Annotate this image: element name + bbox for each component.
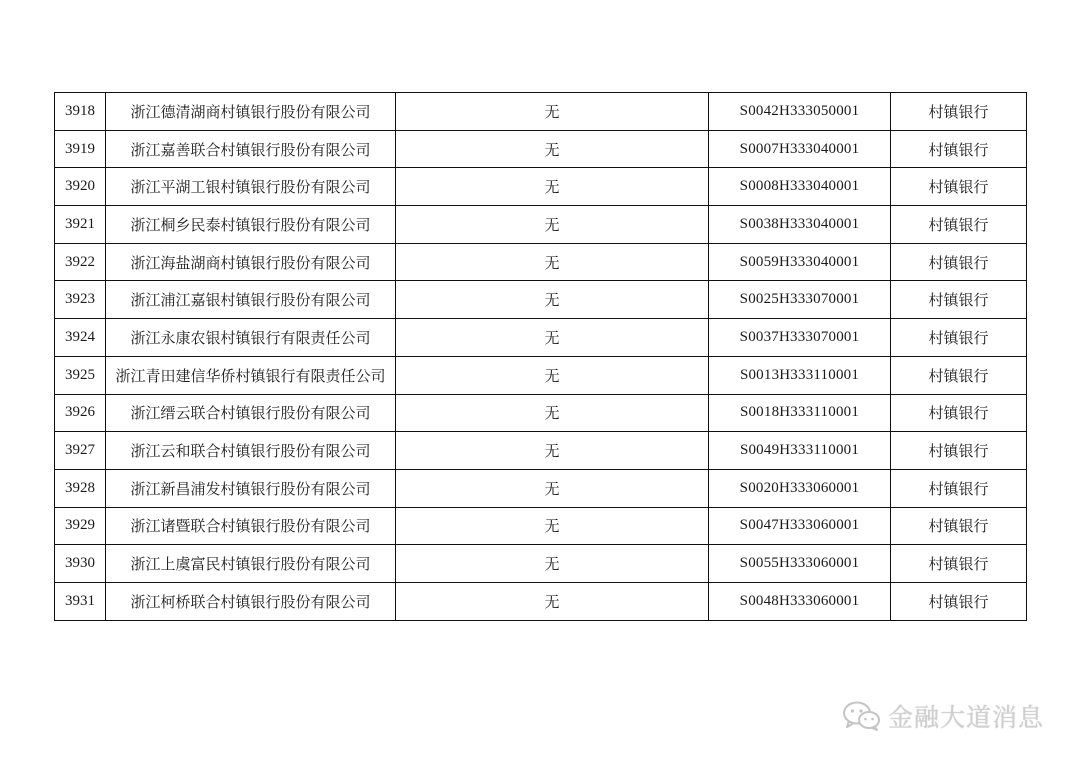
row-number-cell: 3927	[55, 432, 106, 470]
bank-name-cell: 浙江诸暨联合村镇银行股份有限公司	[106, 507, 396, 545]
row-number-cell: 3918	[55, 93, 106, 131]
bank-name-cell: 浙江柯桥联合村镇银行股份有限公司	[106, 582, 396, 620]
bank-table	[54, 92, 1027, 621]
alt-name-cell: 无	[396, 168, 709, 206]
table-row	[55, 93, 1027, 131]
license-code-cell: S0008H333040001	[709, 168, 891, 206]
alt-name-cell: 无	[396, 394, 709, 432]
table-row	[55, 168, 1027, 206]
license-code-cell: S0048H333060001	[709, 582, 891, 620]
table-row	[55, 356, 1027, 394]
institution-type-cell: 村镇银行	[891, 168, 1027, 206]
table-row	[55, 130, 1027, 168]
bank-name-cell: 浙江德清湖商村镇银行股份有限公司	[106, 93, 396, 131]
watermark	[842, 698, 1044, 734]
alt-name-cell: 无	[396, 469, 709, 507]
institution-type-cell: 村镇银行	[891, 319, 1027, 357]
row-number-cell: 3925	[55, 356, 106, 394]
license-code-cell: S0055H333060001	[709, 545, 891, 583]
institution-type-cell: 村镇银行	[891, 93, 1027, 131]
table-row	[55, 432, 1027, 470]
bank-name-cell: 浙江上虞富民村镇银行股份有限公司	[106, 545, 396, 583]
alt-name-cell: 无	[396, 319, 709, 357]
license-code-cell: S0042H333050001	[709, 93, 891, 131]
license-code-cell: S0049H333110001	[709, 432, 891, 470]
row-number-cell: 3921	[55, 206, 106, 244]
table-body	[55, 93, 1027, 621]
table-row	[55, 507, 1027, 545]
table-row	[55, 281, 1027, 319]
bank-name-cell: 浙江海盐湖商村镇银行股份有限公司	[106, 243, 396, 281]
bank-name-cell: 浙江青田建信华侨村镇银行有限责任公司	[106, 356, 396, 394]
table-row	[55, 469, 1027, 507]
license-code-cell: S0038H333040001	[709, 206, 891, 244]
watermark-text: 金融大道消息	[887, 703, 1044, 732]
row-number-cell: 3924	[55, 319, 106, 357]
table-row	[55, 319, 1027, 357]
bank-name-cell: 浙江嘉善联合村镇银行股份有限公司	[106, 130, 396, 168]
alt-name-cell: 无	[396, 243, 709, 281]
table-row	[55, 394, 1027, 432]
row-number-cell: 3931	[55, 582, 106, 620]
bank-name-cell: 浙江云和联合村镇银行股份有限公司	[106, 432, 396, 470]
table-row	[55, 582, 1027, 620]
institution-type-cell: 村镇银行	[891, 545, 1027, 583]
institution-type-cell: 村镇银行	[891, 394, 1027, 432]
alt-name-cell: 无	[396, 356, 709, 394]
institution-type-cell: 村镇银行	[891, 281, 1027, 319]
alt-name-cell: 无	[396, 432, 709, 470]
table-row	[55, 243, 1027, 281]
bank-name-cell: 浙江缙云联合村镇银行股份有限公司	[106, 394, 396, 432]
institution-type-cell: 村镇银行	[891, 206, 1027, 244]
institution-type-cell: 村镇银行	[891, 130, 1027, 168]
license-code-cell: S0059H333040001	[709, 243, 891, 281]
table-row	[55, 206, 1027, 244]
row-number-cell: 3923	[55, 281, 106, 319]
bank-name-cell: 浙江浦江嘉银村镇银行股份有限公司	[106, 281, 396, 319]
license-code-cell: S0037H333070001	[709, 319, 891, 357]
bank-name-cell: 浙江平湖工银村镇银行股份有限公司	[106, 168, 396, 206]
row-number-cell: 3919	[55, 130, 106, 168]
license-code-cell: S0047H333060001	[709, 507, 891, 545]
alt-name-cell: 无	[396, 507, 709, 545]
alt-name-cell: 无	[396, 545, 709, 583]
alt-name-cell: 无	[396, 281, 709, 319]
alt-name-cell: 无	[396, 206, 709, 244]
row-number-cell: 3920	[55, 168, 106, 206]
row-number-cell: 3928	[55, 469, 106, 507]
institution-type-cell: 村镇银行	[891, 243, 1027, 281]
license-code-cell: S0007H333040001	[709, 130, 891, 168]
institution-type-cell: 村镇银行	[891, 356, 1027, 394]
license-code-cell: S0025H333070001	[709, 281, 891, 319]
institution-type-cell: 村镇银行	[891, 469, 1027, 507]
table-row	[55, 545, 1027, 583]
bank-name-cell: 浙江桐乡民泰村镇银行股份有限公司	[106, 206, 396, 244]
license-code-cell: S0013H333110001	[709, 356, 891, 394]
institution-type-cell: 村镇银行	[891, 507, 1027, 545]
row-number-cell: 3930	[55, 545, 106, 583]
row-number-cell: 3926	[55, 394, 106, 432]
alt-name-cell: 无	[396, 93, 709, 131]
license-code-cell: S0020H333060001	[709, 469, 891, 507]
row-number-cell: 3922	[55, 243, 106, 281]
alt-name-cell: 无	[396, 582, 709, 620]
bank-name-cell: 浙江永康农银村镇银行有限责任公司	[106, 319, 396, 357]
bank-name-cell: 浙江新昌浦发村镇银行股份有限公司	[106, 469, 396, 507]
wechat-icon	[842, 700, 882, 732]
row-number-cell: 3929	[55, 507, 106, 545]
institution-type-cell: 村镇银行	[891, 432, 1027, 470]
license-code-cell: S0018H333110001	[709, 394, 891, 432]
institution-type-cell: 村镇银行	[891, 582, 1027, 620]
alt-name-cell: 无	[396, 130, 709, 168]
